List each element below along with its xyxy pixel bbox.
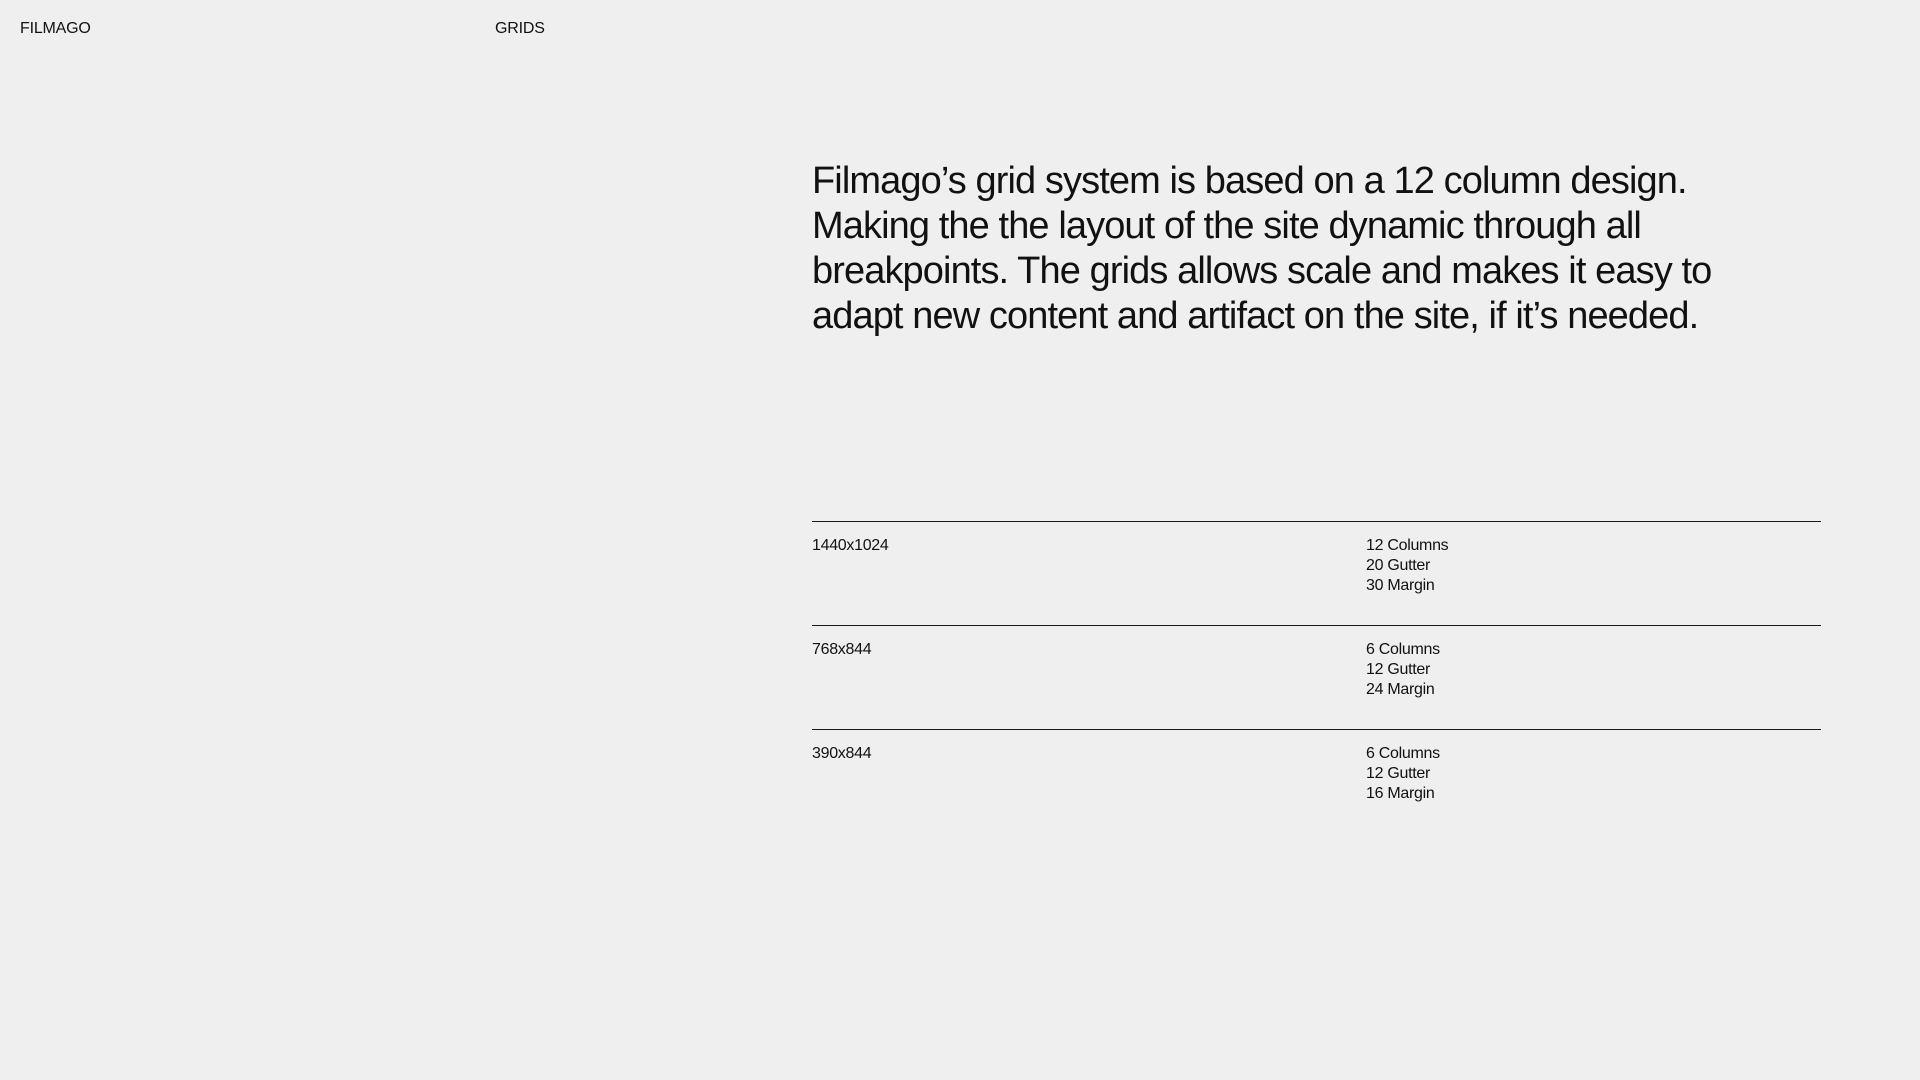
columns-value: 12 Columns <box>1366 537 1449 554</box>
margin-value: 24 Margin <box>1366 681 1435 698</box>
grid-spec-row <box>812 625 1821 729</box>
grid-spec-row <box>812 521 1821 625</box>
breakpoint-size: 390x844 <box>812 745 872 762</box>
columns-value: 6 Columns <box>1366 641 1440 658</box>
margin-value: 30 Margin <box>1366 577 1435 594</box>
columns-value: 6 Columns <box>1366 745 1440 762</box>
gutter-value: 12 Gutter <box>1366 765 1431 782</box>
brand-logo[interactable]: FILMAGO <box>20 20 91 37</box>
grid-spec-table <box>812 521 1821 833</box>
breakpoint-size: 1440x1024 <box>812 537 889 554</box>
breakpoint-size: 768x844 <box>812 641 872 658</box>
grid-details <box>1366 536 1448 596</box>
intro-paragraph: Filmago’s grid system is based on a 12 column design. Making the the layout of the site dynamic through all breakpoints. The grids allows scale and makes it easy to adapt new content and artifact on the site, if it’s needed. <box>812 160 1712 337</box>
section-title: GRIDS <box>495 20 545 37</box>
grid-spec-row <box>812 729 1821 833</box>
grid-details <box>1366 744 1440 804</box>
gutter-value: 12 Gutter <box>1366 661 1431 678</box>
margin-value: 16 Margin <box>1366 785 1435 802</box>
gutter-value: 20 Gutter <box>1366 557 1431 574</box>
grid-details <box>1366 640 1440 700</box>
